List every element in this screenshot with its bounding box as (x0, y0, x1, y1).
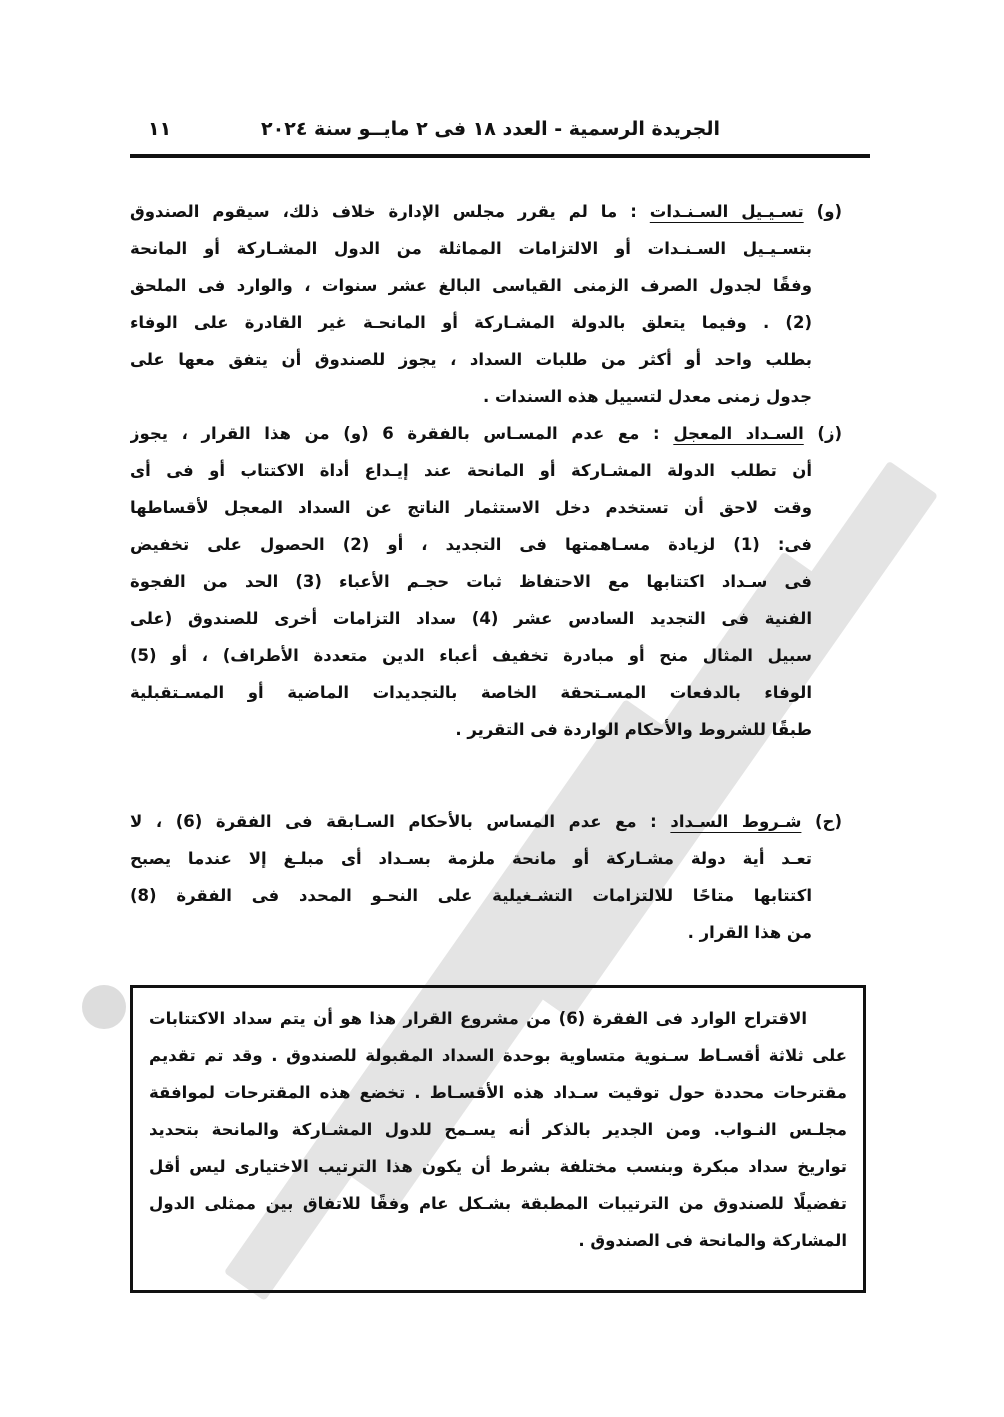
text-line: الفنية فى التجديد السادس عشر (4) سداد التزامات أخرى للصندوق (على (130, 609, 812, 628)
text-line: مجلـس النـواب. ومن الجدير بالذكر أنه يسـمح للدول المشـاركة والمانحة بتحديد (149, 1120, 847, 1139)
page-number: ١١ (148, 118, 172, 140)
text-line: فى: (1) لزيادة مسـاهمتها فى التجديد ، أو (2) الحصول على تخفيض (130, 535, 812, 554)
text-line: الوفاء بالدفعات المسـتحقة الخاصة بالتجديدات الماضية أو المسـتقبلية (130, 683, 812, 702)
text-line: بطلب واحد أو أكثر من طلبات السداد ، يجوز للصندوق أن يتفق معها على (130, 350, 812, 369)
section-heading: السـداد المعجل (673, 424, 804, 443)
text-line: فى سـداد اكتتابها مع الاحتفاظ ثبات حجـم الأعباء (3) الحد من الفجوة (130, 572, 812, 591)
header-rule (130, 154, 870, 158)
text-line: تواريخ سداد مبكرة وبنسب مختلفة بشرط أن يكون هذا الترتيب الاختيارى ليس أقل (149, 1157, 847, 1176)
text-line: : مع عدم المسـاس بالفقرة 6 (و) من هذا القرار ، يجوز (130, 424, 660, 443)
text-line: على ثلاثة أقسـاط سـنوية متساوية بوحدة السداد المقبولة للصندوق . وقد تم تقديم (149, 1046, 847, 1065)
text-line: من هذا القرار . (687, 923, 812, 942)
section-marker: (و) (816, 202, 842, 221)
section-z (130, 415, 842, 748)
text-line: وقت لاحق أن تستخدم دخل الاستثمار الناتج عن السداد المعجل لأقساطها (130, 498, 812, 517)
section-heading: تسـيـيل السـنـدات (649, 202, 804, 221)
text-line: تعـد أية دولة مشـاركة أو مانحة ملزمة بسـداد أى مبلـغ إلا عندما يصبح (130, 849, 812, 868)
text-line: وفقًا لجدول الصرف الزمنى القياسى البالغ عشر سنوات ، والوارد فى الملحق (130, 276, 812, 295)
section-h (130, 803, 842, 951)
section-marker: (ح) (815, 812, 842, 831)
text-line: تفضيلًا للصندوق من الترتيبات المطبقة بشـكل عام وفقًا للاتفاق بين ممثلى الدول (149, 1194, 847, 1213)
text-line: : مع عدم المساس بالأحكام السـابقة فى الفقرة (6) ، لا (130, 812, 657, 831)
text-line: طبقًا للشروط والأحكام الواردة فى التقرير . (455, 720, 812, 739)
gazette-title: الجريدة الرسمية - العدد ١٨ فى ٢ مايــو سنة ٢٠٢٤ (261, 118, 720, 140)
text-line: مقترحات محددة حول توقيت سـداد هذه الأقسـاط . تخضع هذه المقترحات لموافقة (149, 1083, 847, 1102)
text-line: أن تطلب الدولة المشـاركة أو المانحة عند إيـداع أداة الاكتتاب أو فى أى (130, 461, 812, 480)
text-line: سبيل المثال منح أو مبادرة تخفيف أعباء الدين متعددة الأطراف) ، أو (5) (130, 646, 812, 665)
text-line: الاقتراح الوارد فى الفقرة (6) من مشروع القرار هذا هو أن يتم سداد الاكتتابات (149, 1009, 807, 1028)
text-line: اكتتابها متاحًا للالتزامات التشـغيلية على النحـو المحدد فى الفقرة (8) (130, 886, 812, 905)
text-line: جدول زمنى معدل لتسييل هذه السندات . (482, 387, 812, 406)
watermark-dot (82, 985, 126, 1029)
page-header (130, 112, 870, 152)
text-line: بتسـيـيل السـنـدات أو الالتزامات المماثلة من الدول المشـاركة أو المانحة (130, 239, 812, 258)
section-marker: (ز) (817, 424, 842, 443)
text-line: : ما لم يقرر مجلس الإدارة خلاف ذلك، سيقوم الصندوق (130, 202, 637, 221)
section-w (130, 193, 842, 415)
text-line: المشاركة والمانحة فى الصندوق . (578, 1231, 847, 1250)
section-heading: شـروط السـداد (670, 812, 802, 831)
text-line: (2) . وفيما يتعلق بالدولة المشـاركة أو المانحـة غير القادرة على الوفاء (130, 313, 812, 332)
note-box (130, 985, 866, 1293)
